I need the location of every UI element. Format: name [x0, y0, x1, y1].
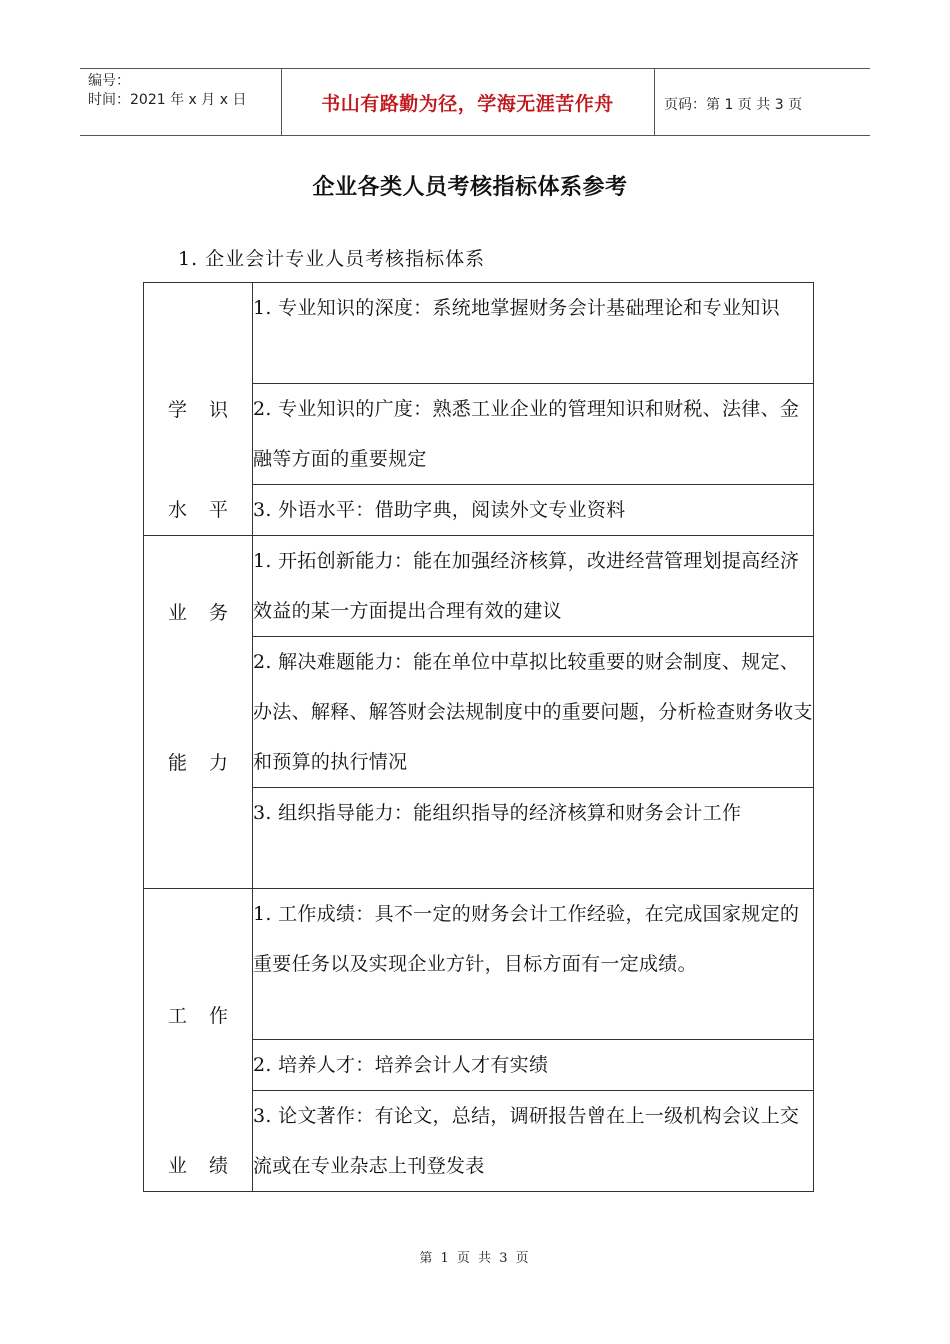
table-cell: 2. 专业知识的广度：熟悉工业企业的管理知识和财税、法律、金融等方面的重要规定 — [253, 384, 814, 485]
header-number-label: 编号： — [88, 73, 130, 89]
category-label: 水平 — [167, 499, 250, 521]
header-page-label: 页码：第 1 页 共 3 页 — [664, 97, 803, 113]
table-cell: 1. 开拓创新能力：能在加强经济核算，改进经营管理划提高经济效益的某一方面提出合理有效的建议 — [253, 536, 814, 637]
section-heading: 1. 企业会计专业人员考核指标体系 — [178, 248, 486, 270]
table-cell: 3. 论文著作：有论文，总结，调研报告曾在上一级机构会议上交流或在专业杂志上刊登发表 — [253, 1091, 814, 1192]
document-title — [0, 170, 950, 201]
header-top-rule — [80, 68, 870, 69]
table-row — [144, 283, 814, 384]
category-label: 业务 — [167, 602, 250, 624]
header-time-label: 时间：2021 年 x 月 x 日 — [88, 92, 247, 108]
header-motto: 书山有路勤为径，学海无涯苦作舟 — [321, 93, 614, 115]
assessment-table — [143, 282, 814, 1192]
table-row — [144, 536, 814, 637]
category-label: 工作 — [167, 1005, 250, 1027]
table-cell: 1. 工作成绩：具不一定的财务会计工作经验，在完成国家规定的重要任务以及实现企业方针，目标方面有一定成绩。 — [253, 889, 814, 1040]
category-label: 能力 — [167, 752, 250, 774]
table-cell: 3. 外语水平：借助字典，阅读外文专业资料 — [253, 485, 814, 536]
category-cell — [144, 283, 253, 536]
table-cell: 2. 培养人才：培养会计人才有实绩 — [253, 1040, 814, 1091]
document-title-text: 企业各类人员考核指标体系参考 — [312, 175, 628, 200]
category-label: 业绩 — [167, 1155, 250, 1177]
category-cell — [144, 889, 253, 1192]
table-row — [144, 889, 814, 1040]
page-footer: 第 1 页 共 3 页 — [419, 1251, 531, 1266]
header-meta — [88, 72, 246, 110]
category-cell — [144, 536, 253, 889]
category-label: 学识 — [167, 399, 250, 421]
header-bottom-rule — [80, 135, 870, 136]
table-cell: 3. 组织指导能力：能组织指导的经济核算和财务会计工作 — [253, 788, 814, 889]
table-cell: 2. 解决难题能力：能在单位中草拟比较重要的财会制度、规定、 办法、解释、解答财会法规制度中的重要问题，分析检查财务收支和预算的执行情况 — [253, 637, 814, 788]
header-divider — [654, 68, 655, 135]
table-cell: 1. 专业知识的深度：系统地掌握财务会计基础理论和专业知识 — [253, 283, 814, 384]
